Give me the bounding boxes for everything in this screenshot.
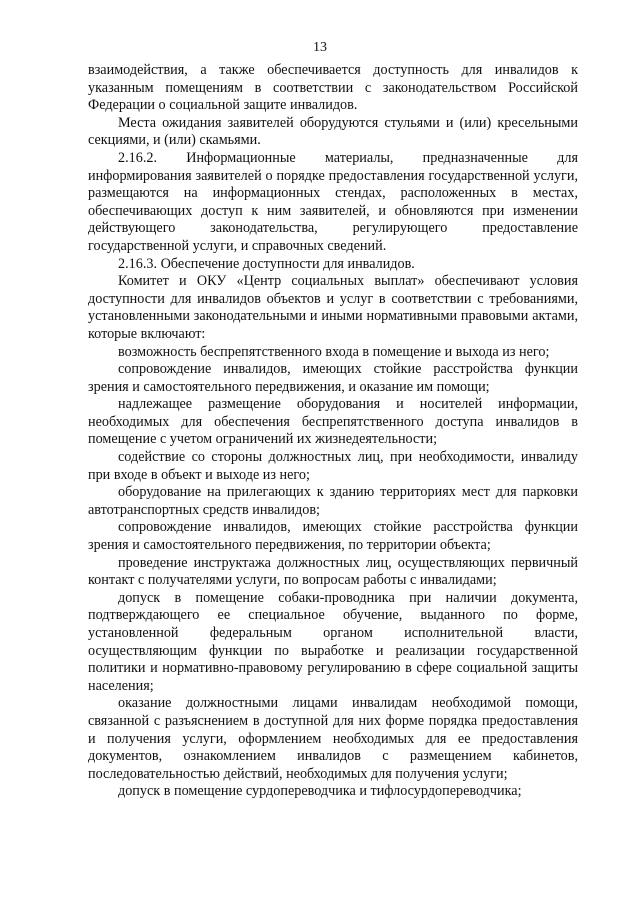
list-item: сопровождение инвалидов, имеющих стойкие расстройства функции зрения и самостоятельного передвижения, и оказание им помощи; <box>88 361 578 395</box>
paragraph-waiting-areas: Места ожидания заявителей оборудуются стульями и (или) кресельными секциями, и (или) скамьями. <box>88 114 578 149</box>
list-item: содействие со стороны должностных лиц, при необходимости, инвалиду при входе в объект и выходе из него; <box>88 449 578 483</box>
list-item: оказание должностными лицами инвалидам необходимой помощи, связанной с разъяснением в доступной для них форме порядка предоставления и получения услуги, оформлением необходимых для ее предоставления документов, ознакомлением инвалидов с размещением кабинетов, последовательностью действий, необходимых для получения услуги; <box>88 695 578 782</box>
paragraph-2-16-3: 2.16.3. Обеспечение доступности для инвалидов. <box>118 255 415 272</box>
paragraph-2-16-2: 2.16.2. Информационные материалы, предназначенные для информирования заявителей о порядке предоставления государственной услуги, размещаются на информационных стендах, расположенных в местах, обеспечивающих доступ к ним заявителей, и обновляются при изменении действующего законодательства, регулирующего предоставление государственной услуги, и справочных сведений. <box>88 149 578 254</box>
list-item: оборудование на прилегающих к зданию территориях мест для парковки автотранспортных средств инвалидов; <box>88 484 578 518</box>
list-item: проведение инструктажа должностных лиц, осуществляющих первичный контакт с получателями услуги, по вопросам работы с инвалидами; <box>88 554 578 589</box>
page-number: 13 <box>313 40 327 55</box>
paragraph-continuation: взаимодействия, а также обеспечивается доступность для инвалидов к указанным помещениям в соответствии с законодательством Российской Федерации о социальной защите инвалидов. <box>88 62 578 114</box>
list-item: допуск в помещение сурдопереводчика и тифлосурдопереводчика; <box>118 783 522 800</box>
list-item: возможность беспрепятственного входа в помещение и выхода из него; <box>118 343 550 360</box>
paragraph-committee-conditions: Комитет и ОКУ «Центр социальных выплат» обеспечивают условия доступности для инвалидов объектов и услуг в соответствии с требованиями, установленными законодательными и иными нормативными правовыми актами, которые включают: <box>88 273 578 342</box>
document-body <box>88 62 578 801</box>
list-item: сопровождение инвалидов, имеющих стойкие расстройства функции зрения и самостоятельного передвижения, по территории объекта; <box>88 519 578 554</box>
list-item: надлежащее размещение оборудования и носителей информации, необходимых для обеспечения беспрепятственного доступа инвалидов в помещение с учетом ограничений их жизнедеятельности; <box>88 396 578 448</box>
list-item: допуск в помещение собаки-проводника при наличии документа, подтверждающего ее специальное обучение, выданного по форме, установленной федеральным органом исполнительной власти, осуществляющим функции по выработке и реализации государственной политики и нормативно-правовому регулированию в сфере социальной защиты населения; <box>88 589 578 694</box>
